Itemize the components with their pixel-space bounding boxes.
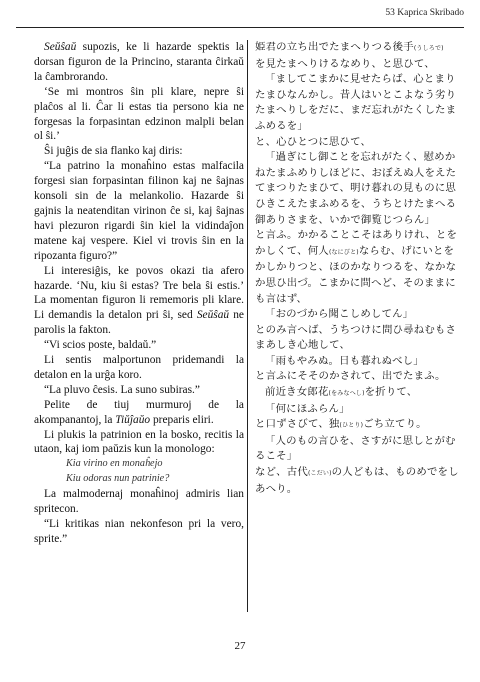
ruby-gloss: (ひとり) xyxy=(339,422,364,430)
jp-text: など、古代 xyxy=(255,466,308,479)
esperanto-column xyxy=(34,40,244,547)
paragraph: “Li kritikas nian nekonfeson pri la vero, sprite.” xyxy=(34,518,244,545)
paragraph-text: Pelite de tiuj murmuroj de la akompanantoj, la xyxy=(34,398,244,426)
paragraph xyxy=(34,264,244,339)
running-header: 53 Kaprica Skribado xyxy=(385,8,464,18)
paragraph: Li plukis la patrinion en la bosko, recitis la utaon, kaj iom paŭzis kun la monologo: xyxy=(34,428,244,456)
jp-line: 「人のもの言ひを、さすがに思しとがむるこそ」 xyxy=(255,434,456,463)
jp-line: 「ましてこまかに見せたらば、心とまりたまひなんかし。昔人はいとこよなう劣りたまへりしをだに、まだ忘れがたくしたまふめるを」 xyxy=(255,73,457,132)
paragraph-text: preparis eliri. xyxy=(150,413,214,426)
paragraph: “Vi scios poste, baldaŭ.” xyxy=(44,339,157,352)
name-tiujhau: Tiŭĵaŭo xyxy=(115,413,151,426)
jp-text: 姫君の立ち出でたまへりつる後手 xyxy=(255,41,414,53)
ruby-gloss: (こだい) xyxy=(307,470,332,478)
jp-line: と言ふにそそのかされて、出でたまふ。 xyxy=(255,370,446,383)
jp-line: 「雨もやみぬ。日も暮れぬべし」 xyxy=(265,354,424,367)
paragraph-text: supozis, ke li hazarde spektis la dorsan figuron de la Princino, staranta ĉirkaŭ la ĉambrorando. xyxy=(34,41,244,83)
jp-line xyxy=(255,385,463,402)
jp-text: ならむ、げにいとをかしかりつと、ほのかなりつるを、なかなか思ひ出づ。こまかに問へど、そのままにも言はず、 xyxy=(255,244,457,305)
paragraph xyxy=(34,40,244,85)
header-rule xyxy=(16,27,464,28)
jp-text: の人どもは、ものめでをしあへり。 xyxy=(255,466,459,495)
poem-line: Kiu odoras nun patrinie? xyxy=(66,473,170,485)
jp-line xyxy=(255,228,463,307)
jp-text: 前近き女郎花 xyxy=(265,386,329,399)
paragraph: Ŝi juĝis de sia flanko kaj diris: xyxy=(44,145,183,158)
paragraph: “La patrino la monaĥino estas malfacila forgesi sian forpasintan filinon kaj ne ŝajnas konsoli sin de la melankolio. Hazarde ŝi gajnis la neatenditan virinon ĉe si, kaj ŝajnas havi plezuron rigardi ŝin kiel la vidindaĵon matene kaj vespere. Kiel vi trovis ŝin en la ripozanta figuro?” xyxy=(34,160,244,262)
paragraph-text: Li interesiĝis, ke povos okazi tia afero hazarde. ‘Nu, kiu ŝi estas? Tre bela ŝi estis.’ La momentan figuron li rememoris pli klare. Li demandis la detalon pri ŝi, sed xyxy=(34,264,244,322)
jp-text: を折りて、 xyxy=(364,386,418,399)
page-number: 27 xyxy=(234,640,246,652)
paragraph xyxy=(34,398,244,428)
column-divider xyxy=(247,40,248,612)
jp-line xyxy=(255,465,463,497)
jp-line: と、心ひとつに思ひて、 xyxy=(255,135,372,148)
ruby-gloss: (うしろで) xyxy=(413,45,444,52)
paragraph-text: ne parolis la fakton. xyxy=(34,309,244,337)
jp-line: を見たまへりけるなめり、と思ひて、 xyxy=(255,57,435,70)
jp-text: ごち立てり。 xyxy=(363,418,427,431)
jp-line xyxy=(255,417,463,434)
ruby-gloss: (なにびと) xyxy=(328,248,359,256)
paragraph: Li sentis malportunon pridemandi la detalon en la urĝa koro. xyxy=(34,354,244,381)
paragraph: La malmodernaj monaĥinoj admiris lian spritecon. xyxy=(34,488,244,516)
name-seushau: Seŭŝaŭ xyxy=(196,309,230,322)
paragraph: “La pluvo ĉesis. La suno subiras.” xyxy=(44,383,200,396)
jp-line: 「おのづから聞こしめしてん」 xyxy=(265,308,414,321)
jp-line: とのみ言へば、うちつけに問ひ尋ねむもさまあしき心地して、 xyxy=(255,323,457,352)
paragraph: ‘Se mi montros ŝin pli klare, nepre ŝi plaĉos al li. Ĉar li estas tia persono kia ne forgesas la forpasintan edzinon malpli belan ol ŝi.’ xyxy=(34,85,244,143)
jp-text: と言ふ。かかることこそはありけれ、とをかしくて、何人 xyxy=(255,229,458,257)
jp-line xyxy=(255,40,463,57)
jp-text: と口ずさびて、独 xyxy=(255,418,340,431)
ruby-gloss: (をみなへし) xyxy=(328,390,365,398)
name-seushau: Seŭŝaŭ xyxy=(44,41,77,53)
japanese-column xyxy=(255,40,463,497)
jp-line: 「過ぎにし御ことを忘れがたく、慰めかねたまふめりしほどに、おぼえぬ人をえたてまつりたまひて、明け暮れの見ものに思ひきこえたまふめるを、うちとけたまへる御ありさまを、いかで御覧じつらん」 xyxy=(255,151,457,226)
jp-line: 「何にほふらん」 xyxy=(265,402,350,415)
poem-line: Kia virino en monaĥejo xyxy=(66,458,163,470)
